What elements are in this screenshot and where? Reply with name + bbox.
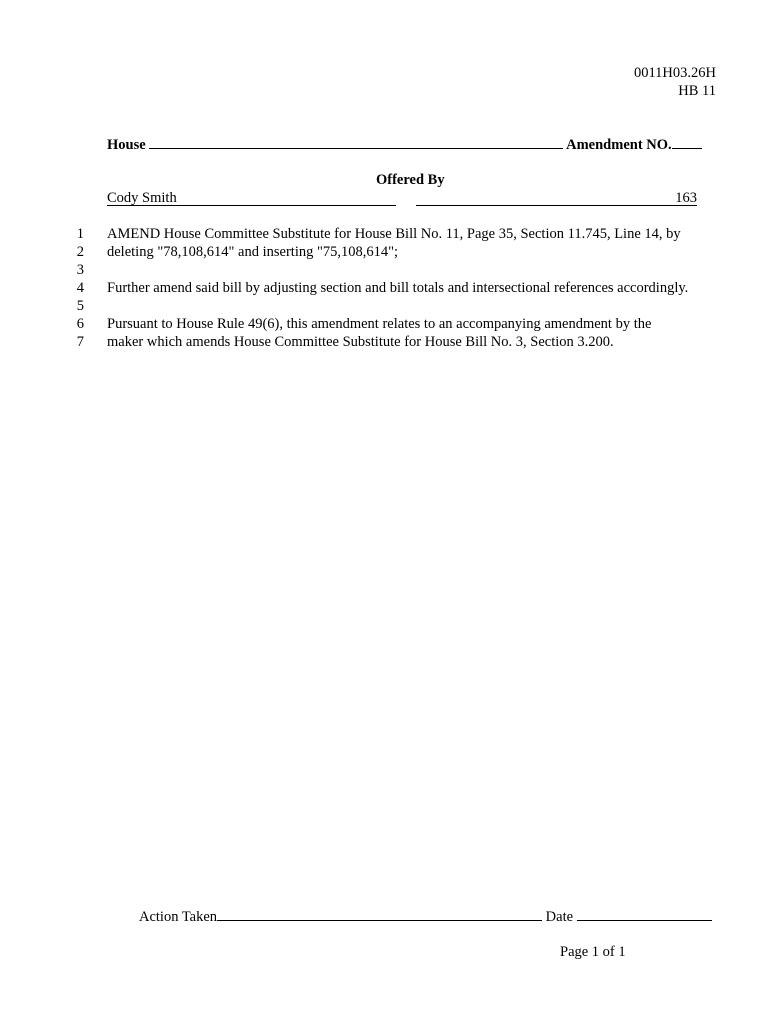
body-line: deleting "78,108,614" and inserting "75,108,614"; xyxy=(107,244,399,260)
body-line: Further amend said bill by adjusting section and bill totals and intersectional references accordingly. xyxy=(107,280,689,296)
page-number: Page 1 of 1 xyxy=(560,944,626,960)
bill-number: HB 11 xyxy=(678,83,716,99)
sponsor-name: Cody Smith xyxy=(107,190,177,206)
date-label: Date xyxy=(545,909,574,925)
line-number: 3 xyxy=(76,262,84,278)
document-id: 0011H03.26H xyxy=(633,65,716,81)
body-line: maker which amends House Committee Substitute for House Bill No. 3, Section 3.200. xyxy=(107,334,614,350)
action-taken-line xyxy=(139,907,712,926)
line-number: 7 xyxy=(76,334,84,350)
sponsor-name-field xyxy=(107,189,396,206)
date-blank xyxy=(577,907,712,921)
action-taken-label: Action Taken xyxy=(139,909,218,925)
line-number: 4 xyxy=(76,280,84,296)
chamber-blank xyxy=(149,135,563,149)
body-line: AMEND House Committee Substitute for House Bill No. 11, Page 35, Section 11.745, Line 14, by xyxy=(107,226,681,242)
offered-by-label: Offered By xyxy=(376,172,445,188)
line-number: 2 xyxy=(76,244,84,260)
body-line: Pursuant to House Rule 49(6), this amendment relates to an accompanying amendment by the xyxy=(107,316,652,332)
amendment-no-blank xyxy=(672,135,702,149)
line-number: 1 xyxy=(76,226,84,242)
action-taken-blank xyxy=(217,907,542,921)
line-number: 5 xyxy=(76,298,84,314)
sponsor-district-field xyxy=(416,189,697,206)
sponsor-district: 163 xyxy=(675,190,697,206)
amendment-no-label: Amendment NO. xyxy=(566,137,672,153)
amendment-title-line xyxy=(107,135,702,154)
line-number: 6 xyxy=(76,316,84,332)
chamber-label: House xyxy=(107,137,146,153)
